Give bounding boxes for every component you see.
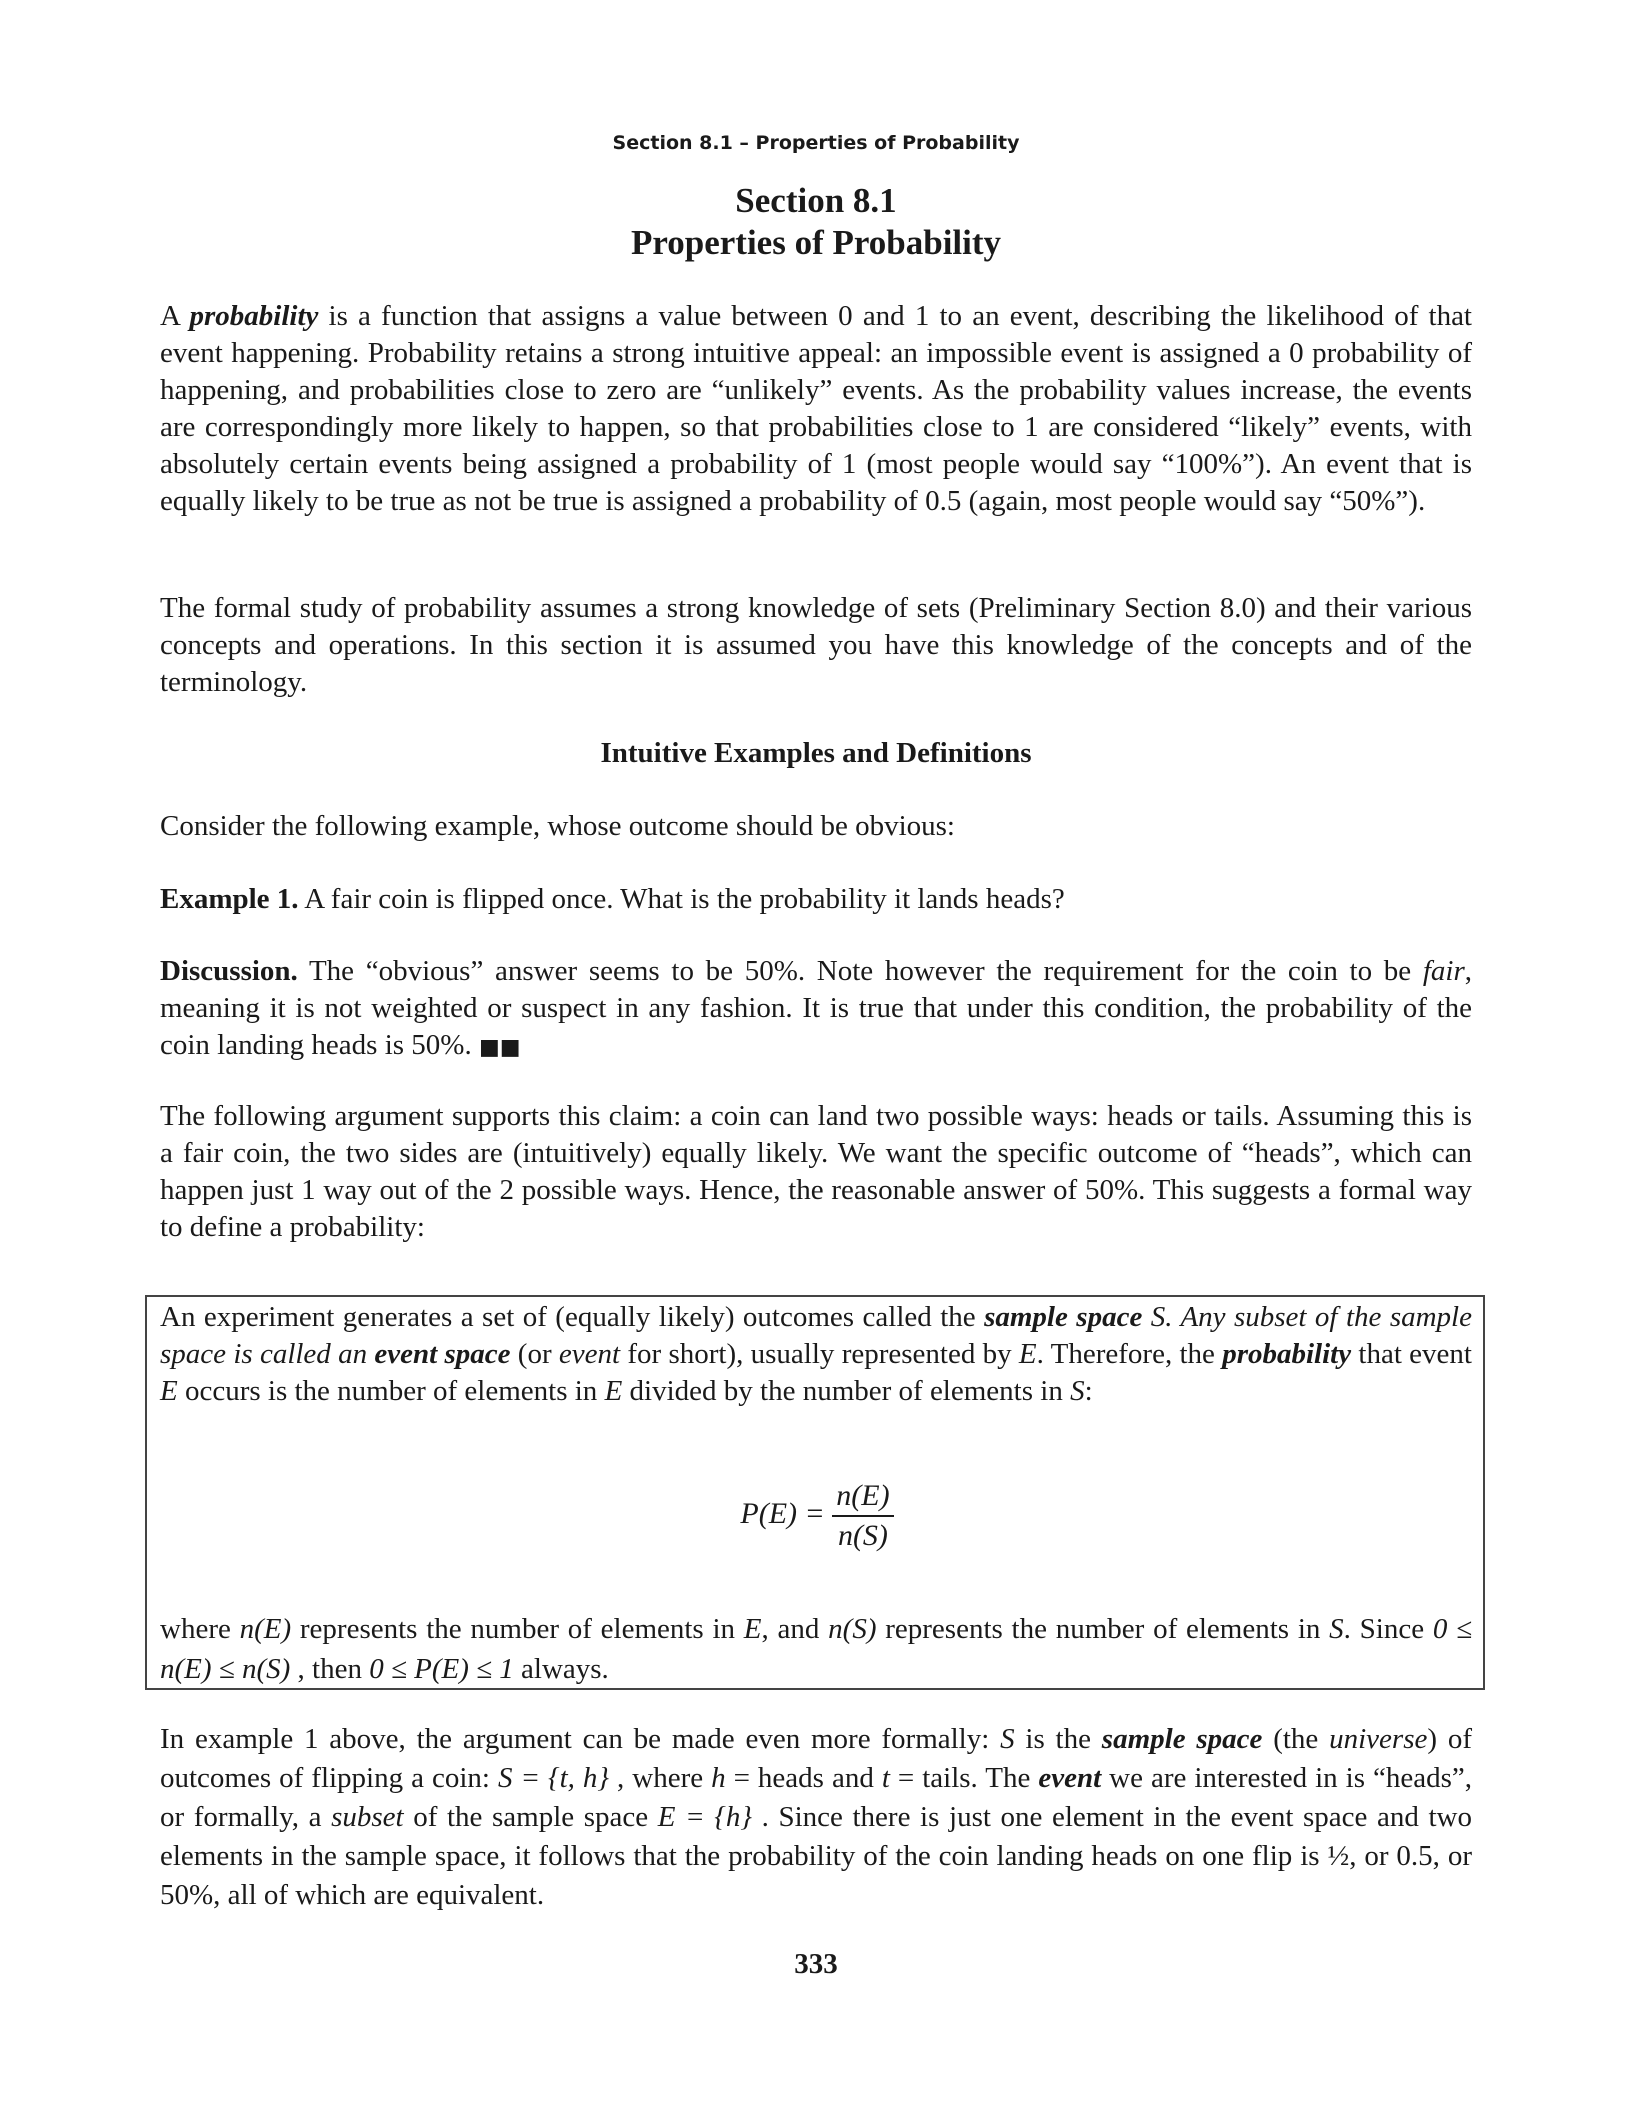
sample-space-term: sample space	[984, 1301, 1143, 1333]
definition-text	[160, 1299, 1472, 1410]
p1-term: probability	[189, 300, 319, 332]
def-t2: S. Any subset of the sample space is called an	[160, 1301, 1472, 1370]
def-E2: E	[160, 1375, 178, 1407]
p5-sample-space-term: sample space	[1101, 1723, 1263, 1755]
intro-paragraph	[160, 298, 1472, 520]
p5-t: t	[881, 1762, 890, 1794]
sample-space-set: S = {t, h}	[497, 1762, 610, 1794]
def-t8: divided by the number of elements in	[622, 1375, 1071, 1407]
p5-t1: In example 1 above, the argument can be made even more formally:	[160, 1723, 1001, 1755]
event-set: E = {h}	[657, 1801, 752, 1833]
def-t4: for short), usually represented by	[620, 1338, 1019, 1370]
argument-paragraph: The following argument supports this claim: a coin can land two possible ways: heads or tails. Assuming this is a fair coin, the two sides are (intuitively) equally likely. We want the specific outcome of “heads”, which can happen just 1 way out of the 2 possible ways. Hence, the reasonable answer of 50%. This suggests a formal way to define a probability:	[160, 1100, 1472, 1243]
p1-pre: A	[160, 300, 190, 332]
after-6: , then	[290, 1653, 370, 1685]
running-header: Section 8.1 – Properties of Probability	[612, 132, 1020, 154]
p5-t7: = tails. The	[889, 1762, 1039, 1794]
p5-t2: is the	[1014, 1723, 1102, 1755]
after-1: where	[160, 1613, 240, 1645]
page-number: 333	[794, 1948, 838, 1980]
after-S: S	[1329, 1613, 1344, 1645]
inequality-1: 0 ≤ n(E) ≤ n(S)	[160, 1613, 1473, 1685]
event-term: event	[558, 1338, 621, 1370]
p5-t5: , where	[609, 1762, 712, 1794]
after-E: E	[743, 1613, 762, 1645]
p5-h: h	[711, 1762, 726, 1794]
definition-box	[145, 1295, 1485, 1690]
formula-lhs: P(E) =	[740, 1496, 825, 1530]
after-3: , and	[761, 1613, 829, 1645]
def-E3: E	[604, 1375, 623, 1407]
p5-event-term: event	[1038, 1762, 1102, 1794]
after-4: represents the number of elements in	[876, 1613, 1330, 1645]
p5-t10: . Since there is just one element in the event space and two elements in the sample space, it follows that the probability of the coin landing heads on one flip is ½, or 0.5, or 50%, all of which are equivalent.	[160, 1801, 1472, 1911]
def-t7: occurs is the number of elements in	[177, 1375, 605, 1407]
formula-numerator: n(E)	[832, 1477, 893, 1517]
page-title	[160, 180, 1472, 264]
def-t1: An experiment generates a set of (equally likely) outcomes called the	[160, 1301, 985, 1333]
consider-paragraph: Consider the following example, whose outcome should be obvious:	[160, 810, 955, 842]
after-2: represents the number of elements in	[291, 1613, 744, 1645]
inequality-2: 0 ≤ P(E) ≤ 1	[369, 1653, 514, 1685]
after-7: always.	[513, 1653, 609, 1685]
example-1	[160, 881, 1472, 918]
after-5: . Since	[1343, 1613, 1433, 1645]
formula-denominator: n(S)	[837, 1519, 888, 1552]
definition-explanation	[160, 1609, 1472, 1689]
def-S: S	[1070, 1375, 1085, 1407]
p5-t3: (the	[1262, 1723, 1330, 1755]
formula-fraction	[832, 1477, 893, 1555]
def-t6: that event	[1351, 1338, 1472, 1370]
p5-S: S	[1000, 1723, 1015, 1755]
nE-1: n(E)	[239, 1613, 292, 1645]
sets-paragraph: The formal study of probability assumes a strong knowledge of sets (Preliminary Section 8.0) and their various concepts and operations. In this section it is assumed you have this knowledge of the concepts and of the terminology.	[160, 592, 1472, 698]
example-text: A fair coin is flipped once. What is the probability it lands heads?	[298, 883, 1065, 915]
example-label: Example 1.	[160, 883, 299, 915]
discussion-text-1: The “obvious” answer seems to be 50%. Note however the requirement for the coin to be	[297, 955, 1423, 987]
title-line-2: Properties of Probability	[630, 223, 1002, 262]
subset-term: subset	[331, 1801, 404, 1833]
section-subheading: Intuitive Examples and Definitions	[600, 737, 1032, 769]
end-mark-icon: ■■	[478, 1035, 521, 1060]
probability-term: probability	[1222, 1338, 1352, 1370]
p5-t8: we are interested in is “heads”, or formally, a	[160, 1762, 1472, 1833]
p5-t9: of the sample space	[403, 1801, 658, 1833]
title-line-1: Section 8.1	[735, 181, 897, 220]
discussion-label: Discussion.	[160, 955, 298, 987]
fair-term: fair	[1422, 955, 1465, 987]
nS-1: n(S)	[828, 1613, 877, 1645]
def-E1: E	[1018, 1338, 1037, 1370]
probability-formula	[147, 1477, 1487, 1555]
discussion-text-2: , meaning it is not weighted or suspect in any fashion. It is true that under this condition, the probability of the coin landing heads is 50%.	[160, 955, 1472, 1061]
formal-argument-paragraph	[160, 1720, 1472, 1915]
p5-t6: = heads and	[725, 1762, 882, 1794]
def-t9: :	[1084, 1375, 1093, 1407]
p1-text: is a function that assigns a value between 0 and 1 to an event, describing the likelihood of that event happening. Probability retains a strong intuitive appeal: an impossible event is assigned a 0 probability of happening, and probabilities close to zero are “unlikely” events. As the probability values increase, the events are correspondingly more likely to happen, so that probabilities close to 1 are considered “likely” events, with absolutely certain events being assigned a probability of 1 (most people would say “100%”). An event that is equally likely to be true as not be true is assigned a probability of 0.5 (again, most people would say “50%”).	[160, 300, 1472, 517]
def-t3: (or	[510, 1338, 559, 1370]
event-space-term: event space	[374, 1338, 511, 1370]
def-t5: . Therefore, the	[1036, 1338, 1223, 1370]
p5-t4: ) of outcomes of flipping a coin:	[160, 1723, 1472, 1794]
universe-term: universe	[1329, 1723, 1428, 1755]
discussion-paragraph	[160, 953, 1472, 1066]
